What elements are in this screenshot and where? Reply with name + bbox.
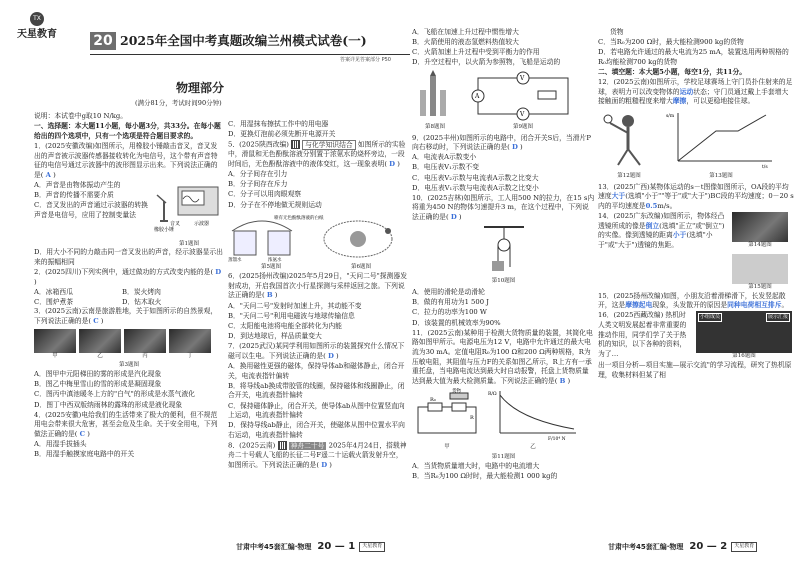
q15-photo	[732, 254, 788, 284]
section-subtitle: (满分81分，考试时间90分钟)	[135, 99, 222, 107]
question-9: 9．(2025丰州)如图所示的电路中，闭合开关S后，当滑片P向右移动时，下列说法正确的是( D )	[412, 133, 591, 152]
q11-graph-ylabel: R/Ω	[488, 391, 497, 397]
q1-option-d: D．用大小不同的力敲击同一音叉发出的声音，经示波器显示出来的振幅相同	[34, 248, 223, 267]
q3-photos: 甲 乙 丙 丁	[34, 329, 224, 361]
q8-figure	[412, 70, 458, 120]
question-14: 14．(2025广东改编)如图所示，物体经凸透镜所成的像是倒立(选填"正立"或"倒立")的实像。像到透镜的距离小于(选填"小于"或"大于")透镜的焦距。	[598, 211, 725, 249]
q4-option-a: A．用湿手拔插头	[34, 440, 87, 449]
svg-text:V: V	[520, 75, 525, 83]
q7-option-a: A．换用磁性更强的磁体，保持导体ab和磁体静止，闭合开关，电流表指针偏转	[228, 361, 405, 380]
q5-tag: 与化学知识结合	[302, 140, 356, 150]
publisher-logo	[8, 12, 66, 52]
q1-figure	[154, 181, 224, 237]
question-13: 13．(2025广西)某物体运动的s－t图像如图所示，OA段的平均速度大于(选填"小于""等于"或"大于")BC段的平均速度；0－20 s内的平均速度是0.5m/s。	[598, 182, 794, 210]
question-10: 10．(2025吉林)如图所示，工人用500 N的拉力，在15 s内将重为450 N的物体匀速提升3 m，在这个过程中，下列说法正确的是( D )	[412, 193, 595, 222]
q13-figure	[666, 109, 776, 169]
q3-photo-bing	[124, 329, 166, 353]
q3-option-d: D．图丁中西双版纳雨林的露珠的形成是液化现象	[34, 400, 183, 409]
q8-option-a: A．飞船在加速上升过程中惯性增大	[412, 28, 519, 36]
part1-title: 一、选择题：本大题11小题，每小题3分，共33分。在每小题给出的四个选项中，只有一个选项是符合题目要求的。	[34, 122, 221, 140]
q3-figure-caption: 第3题图	[119, 362, 139, 369]
column-4	[598, 28, 794, 381]
q14-figure-caption: 第14题图	[748, 241, 772, 248]
question-11: 11．(2025云南)某种用于检测大货物质量的装置，其简化电路如图甲所示。电源电压为12 V，电路中允许通过的最大电流为30 mA。定值电阻R₀为100 Ω和200 Ω两种规格，R为压敏电阻，其阻值与压力F的关系如图乙所示，R上方有一承重托盘，当电路电流达到最大时自动报警，托盘上货物质量达到最大值为最大检测质量。下列说法正确的是( B )	[412, 328, 593, 385]
footer-right: 甘肃中考45套汇编·物理 20 — 2 天星教育	[608, 540, 757, 554]
q3-photo-yi	[79, 329, 121, 353]
logo-name: 天星教育	[17, 29, 57, 40]
q11-label-r: R	[470, 414, 474, 421]
q11-option-a: A．当货物质量增大时，电路中的电流增大	[412, 461, 540, 470]
qr-icon	[291, 140, 300, 149]
question-6: 6．(2025扬州改编)2025年5月29日，"天问二号"探测器发射成功，开启我国首次小行星探测与采样返回之旅。下列说法正确的是( B )	[228, 272, 407, 300]
q1-option-a: A．声音是由物体振动产生的	[34, 180, 121, 189]
q3-option-c: C．图丙中滇池暖冬上方的"白气"的形成是水蒸气液化	[34, 390, 195, 399]
q6-option-d: D．到达地球后，样品质量变大	[228, 332, 322, 341]
q11-fig-yi: 乙	[530, 444, 536, 451]
q3-option-b: B．图乙中梅里雪山的雪的形成是凝固现象	[34, 380, 162, 389]
q8-option-c: C．火箭加速上升过程中受到平衡力的作用	[412, 48, 540, 57]
q1-fig-label-fork: 音叉	[170, 220, 181, 227]
question-16: 16．(2025西藏改编) 热机时人类文明发展起着非常重要的推动作用，同学们学了关于热机的知识，以下各种的资料，为了…	[598, 311, 687, 358]
q12-figure-caption: 第12题图	[617, 172, 641, 179]
answer-note: 答案详见答案部分 P50	[340, 57, 391, 63]
part2-title: 二、填空题：本大题5小题，每空1分，共11分。	[598, 68, 747, 77]
q6-option-b: B．"天问二号"利用电磁波与地球传输信息	[228, 311, 355, 320]
q6-option-a: A．"天问二号"发射时加速上升，其动能不变	[228, 301, 362, 310]
footer-left-badge: 天星教育	[359, 542, 385, 551]
q8-tag: 神舟二十号	[290, 441, 325, 450]
q11-option-d: D．若电路允许通过的最大电流为25 mA，装置选用两种规格的R₀均能检测700 kg的货物	[598, 48, 789, 66]
question-4: 4．(2025安徽)电给我们的生活带来了极大的便利，但不规范用电会带来很大危害，甚至会危及生命。关于安全用电，下列做法正确的是( C )	[34, 410, 218, 438]
question-1: 1．(2025安徽改编)如图所示，用橡胶小锤敲击音叉，音叉发出的声音被示波器传感器接收转化为电信号，这个带有声音特征的电信号通过示波器中的波形图显示出来。下列说法正确的是( A )	[34, 141, 218, 179]
q1-option-c: C．音叉发出的声音通过示波器的转换声音是电信号，应用了控制变量法	[34, 201, 148, 219]
question-15: 15．(2025扬州改编)如图，小朋友沿着滑梯滑下，长发竖起散开，这是摩擦起电现象，头发散开的原因是同种电荷相互排斥。	[598, 291, 789, 310]
q16-tail: 出一项目分析—项目实施—展示交流"的学习流程，研究了热机原理，收集材料但某了相	[598, 361, 792, 379]
q8-option-d: D．升空过程中，以火箭为参照物，飞船是运动的	[412, 58, 561, 67]
logo-emblem: TX	[30, 12, 44, 26]
section-title: 物理部分	[176, 81, 225, 95]
q5-fig-label-water: 蒸馏水	[228, 257, 242, 263]
q1-fig-label-hammer: 橡胶小锤	[154, 226, 175, 233]
column-2	[228, 120, 408, 471]
q1-fig-label-scope: 示波器	[194, 220, 210, 227]
q13-xlabel: t/s	[762, 165, 768, 171]
column-3	[412, 28, 595, 482]
q8-figure-caption: 第8题图	[425, 123, 445, 130]
q3-photo-jia	[34, 329, 76, 353]
q4-option-d: D．更换灯泡前必须先断开电源开关	[228, 130, 336, 139]
q13-ylabel: s/m	[666, 114, 675, 120]
q4-option-b: B．用湿手触摸家庭电路中的开关	[34, 450, 135, 459]
q6-figure-caption: 第6题图	[351, 264, 371, 271]
q9-figure-caption: 第9题图	[513, 123, 533, 130]
q4-option-c: C．用湿抹布擦拭工作中的用电器	[228, 120, 329, 128]
q5-fig-label-paper: 喷有无色酚酞溶液的白纸	[274, 215, 324, 221]
q2-option-c: C．围炉煮茶	[34, 297, 74, 306]
q15-figure-caption: 第15题图	[748, 283, 772, 290]
q16-figure: 小组成员 展示汇报	[696, 311, 792, 353]
q3-photo-ding	[169, 329, 211, 353]
question-5: 5．(2025陕西改编) 与化学知识结合 如图所示的实验中，滑鼠和无色酚酞溶液分别置于浓氨水的烧杯旁边，一段时间后，无色酚酞溶液中的液体变红，这一现象表明( D )	[228, 140, 406, 169]
q3-option-a: A．图甲中元阳梯田的雾的形成是汽化现象	[34, 370, 162, 379]
q9-option-c: C．电压表V₂示数与电流表A示数之比变大	[412, 173, 539, 182]
q9-figure	[468, 70, 578, 120]
column-1	[34, 112, 224, 460]
q5-figure-caption: 第5题图	[261, 264, 281, 271]
q7-option-c: C．保持磁体静止，闭合开关，使导体ab从图中位置竖直向上运动，电流表指针偏转	[228, 401, 405, 420]
footer-right-page: 20 — 2	[689, 541, 728, 552]
q6-option-c: C．太阳能电池将电能全部转化为内能	[228, 321, 342, 330]
title-underline	[90, 54, 410, 55]
q10-option-d: D．该装置的机械效率为90%	[412, 318, 501, 327]
q12-figure	[598, 109, 660, 169]
q11-graph-xlabel: F/10⁴ N	[548, 436, 566, 442]
q9-option-b: B．电压表V₁示数不变	[412, 163, 480, 172]
q1-figure-caption: 第1题图	[179, 240, 199, 247]
q11-label-goods: 货物	[452, 388, 461, 394]
q7-option-d: D．保持导线ab静止，闭合开关，使磁体从图中位置水平向右运动，电流表指针偏转	[228, 421, 405, 439]
q16-figure-caption: 第16题图	[732, 353, 756, 360]
q9-option-d: D．电压表V₁示数与电流表A示数之比变小	[412, 183, 539, 192]
q10-figure-caption: 第10题图	[491, 278, 516, 285]
q14-photo	[732, 212, 788, 242]
q11-fig-jia: 甲	[444, 444, 450, 451]
q5-option-b: B．分子间存在斥力	[228, 180, 288, 189]
q11-option-b-cont: 货物	[610, 28, 624, 36]
footer-left-page: 20 — 1	[317, 541, 356, 552]
q5-option-a: A．分子间存在引力	[228, 170, 288, 179]
q5-fig-label-ammonia: 浓氨水	[268, 257, 282, 263]
svg-text:A: A	[475, 93, 480, 101]
q5-option-c: C．分子可以用肉眼观察	[228, 190, 302, 199]
intro-text: 说明：本试卷中g取10 N/kg。	[34, 112, 128, 120]
q10-option-a: A．使用的滑轮是动滑轮	[412, 288, 485, 297]
q2-option-d: D．钻木取火	[122, 297, 162, 306]
q6-figure	[318, 211, 404, 261]
q2-option-a: A．冰箱西瓜	[34, 287, 73, 296]
q7-option-b: B．将导线ab换成带胶管的线圈，保持磁体和线圈静止，闭合开关，电流表指针偏转	[228, 381, 405, 400]
q1-option-b: B．声音的传播不需要介质	[34, 191, 114, 200]
svg-text:V: V	[520, 111, 525, 119]
paper-title: 2025年全国中考真题改编兰州模式试卷(一)	[120, 33, 367, 48]
q10-option-b: B．做的有用功为1 500 J	[412, 298, 489, 307]
q8-option-b: B．火箭使用的液态氢燃料热值较大	[412, 38, 519, 47]
q10-option-c: C．拉力的功率为100 W	[412, 308, 487, 317]
qr-icon	[278, 441, 287, 450]
q11-circuit-figure	[412, 389, 482, 441]
question-2: 2．(2025四川)下列实例中，通过做功的方式改变内能的是( D )	[34, 268, 222, 286]
q5-option-d: D．分子在不停地做无规则运动	[228, 200, 322, 209]
paper-number: 20	[90, 32, 116, 50]
q11-graph-figure	[488, 389, 578, 441]
q13-figure-caption: 第13题图	[709, 172, 733, 179]
q11-option-c: C．当R₀为200 Ω时，最大能检测900 kg的货物	[598, 38, 744, 47]
question-8: 8．(2025云南) 神舟二十号 2025年4月24日，搭载神舟二十号载人飞船的长征二号F遥二十运载火箭发射升空，如图所示。下列说法正确的是( D )	[228, 441, 407, 469]
q11-option-b: B．当R₀为100 Ω时时，最大能检测1 000 kg的	[412, 471, 558, 480]
q11-figure-caption: 第11题图	[491, 454, 516, 461]
q2-option-b: B．炭火烤肉	[122, 287, 161, 296]
q11-label-r0: R₀	[430, 396, 436, 403]
footer-right-badge: 天星教育	[731, 542, 757, 551]
q5-figure	[228, 211, 324, 263]
q10-figure	[474, 225, 534, 275]
q9-option-a: A．电流表A示数变小	[412, 153, 477, 162]
question-7: 7．(2025武汉)某同学利用如图所示的装置探究什么情况下磁可以生电。下列说法正确的是( D )	[228, 342, 405, 360]
question-3: 3．(2025云南)云南是旅游胜地，关于如图所示的自然景观，下列说法正确的是( C )	[34, 307, 218, 325]
question-12: 12．(2025云南)如图所示，学校足球赛场上守门员扑住射来的足球，表明力可以改变物体的运动状态；守门员通过戴上手套增大接触面的粗糙程度来增大摩擦，可以更稳地接住球。	[598, 78, 793, 106]
footer-left: 甘肃中考45套汇编·物理 20 — 1 天星教育	[236, 540, 385, 554]
